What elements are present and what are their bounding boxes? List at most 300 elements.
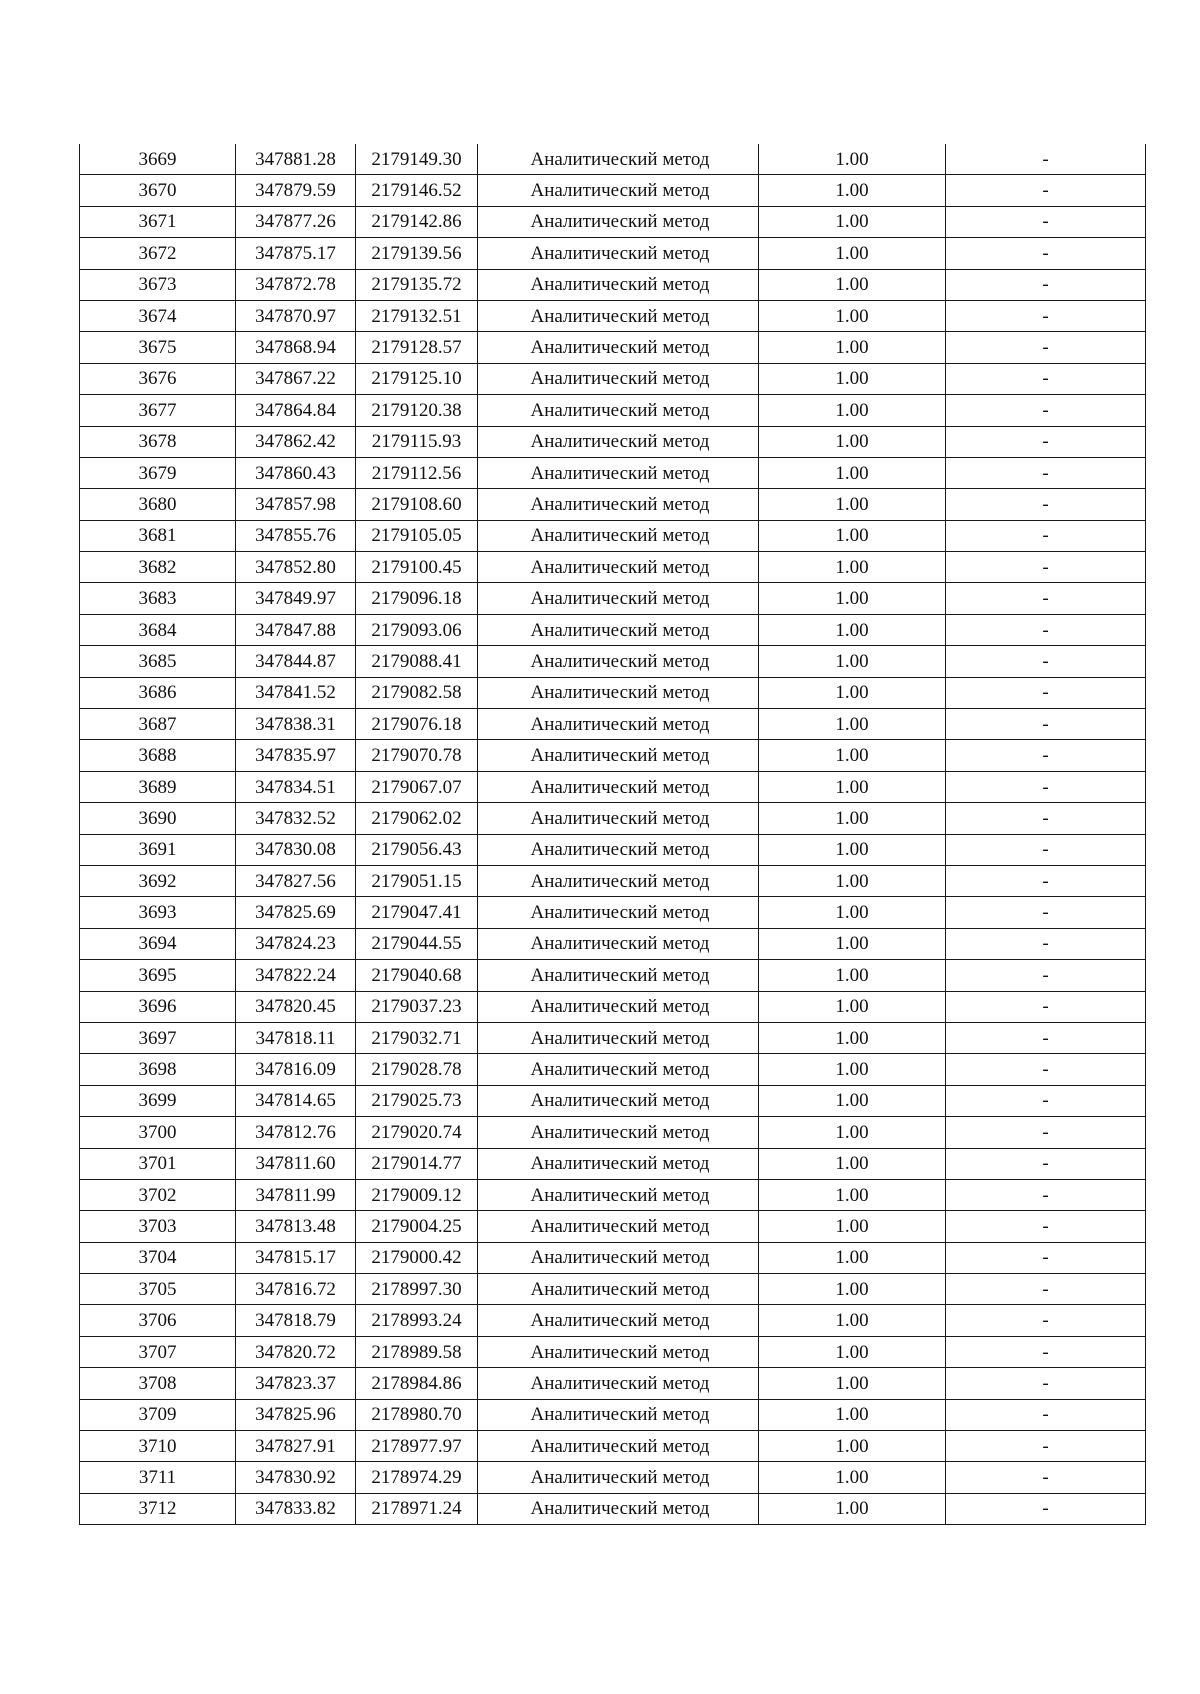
point-number-cell: 3704	[80, 1242, 236, 1273]
description-cell: -	[946, 144, 1146, 175]
method-cell: Аналитический метод	[478, 1305, 759, 1336]
accuracy-cell: 1.00	[759, 1148, 946, 1179]
method-cell: Аналитический метод	[478, 395, 759, 426]
x-coordinate-cell: 347857.98	[236, 489, 356, 520]
description-cell: -	[946, 960, 1146, 991]
description-cell: -	[946, 803, 1146, 834]
accuracy-cell: 1.00	[759, 363, 946, 394]
method-cell: Аналитический метод	[478, 1274, 759, 1305]
method-cell: Аналитический метод	[478, 1399, 759, 1430]
method-cell: Аналитический метод	[478, 332, 759, 363]
description-cell: -	[946, 614, 1146, 645]
x-coordinate-cell: 347827.91	[236, 1431, 356, 1462]
accuracy-cell: 1.00	[759, 300, 946, 331]
description-cell: -	[946, 740, 1146, 771]
y-coordinate-cell: 2178977.97	[356, 1431, 478, 1462]
y-coordinate-cell: 2179014.77	[356, 1148, 478, 1179]
y-coordinate-cell: 2179142.86	[356, 206, 478, 237]
y-coordinate-cell: 2179056.43	[356, 834, 478, 865]
method-cell: Аналитический метод	[478, 709, 759, 740]
y-coordinate-cell: 2179139.56	[356, 238, 478, 269]
description-cell: -	[946, 1368, 1146, 1399]
x-coordinate-cell: 347830.08	[236, 834, 356, 865]
y-coordinate-cell: 2178971.24	[356, 1493, 478, 1524]
x-coordinate-cell: 347832.52	[236, 803, 356, 834]
coordinates-table-body	[80, 144, 1146, 1525]
accuracy-cell: 1.00	[759, 1336, 946, 1367]
x-coordinate-cell: 347814.65	[236, 1085, 356, 1116]
x-coordinate-cell: 347815.17	[236, 1242, 356, 1273]
y-coordinate-cell: 2179125.10	[356, 363, 478, 394]
description-cell: -	[946, 1431, 1146, 1462]
method-cell: Аналитический метод	[478, 363, 759, 394]
table-row	[80, 1242, 1146, 1273]
method-cell: Аналитический метод	[478, 646, 759, 677]
table-row	[80, 1211, 1146, 1242]
x-coordinate-cell: 347816.09	[236, 1054, 356, 1085]
table-row	[80, 144, 1146, 175]
point-number-cell: 3679	[80, 457, 236, 488]
accuracy-cell: 1.00	[759, 1305, 946, 1336]
table-row	[80, 1148, 1146, 1179]
description-cell: -	[946, 583, 1146, 614]
coordinates-table	[79, 144, 1146, 1525]
description-cell: -	[946, 332, 1146, 363]
point-number-cell: 3687	[80, 709, 236, 740]
point-number-cell: 3703	[80, 1211, 236, 1242]
x-coordinate-cell: 347862.42	[236, 426, 356, 457]
method-cell: Аналитический метод	[478, 144, 759, 175]
method-cell: Аналитический метод	[478, 803, 759, 834]
x-coordinate-cell: 347816.72	[236, 1274, 356, 1305]
point-number-cell: 3697	[80, 1022, 236, 1053]
table-row	[80, 1022, 1146, 1053]
table-row	[80, 1274, 1146, 1305]
point-number-cell: 3699	[80, 1085, 236, 1116]
x-coordinate-cell: 347834.51	[236, 771, 356, 802]
point-number-cell: 3685	[80, 646, 236, 677]
y-coordinate-cell: 2178997.30	[356, 1274, 478, 1305]
table-row	[80, 457, 1146, 488]
point-number-cell: 3673	[80, 269, 236, 300]
description-cell: -	[946, 520, 1146, 551]
accuracy-cell: 1.00	[759, 238, 946, 269]
x-coordinate-cell: 347868.94	[236, 332, 356, 363]
description-cell: -	[946, 834, 1146, 865]
point-number-cell: 3669	[80, 144, 236, 175]
accuracy-cell: 1.00	[759, 646, 946, 677]
x-coordinate-cell: 347867.22	[236, 363, 356, 394]
method-cell: Аналитический метод	[478, 1148, 759, 1179]
x-coordinate-cell: 347877.26	[236, 206, 356, 237]
table-row	[80, 426, 1146, 457]
point-number-cell: 3672	[80, 238, 236, 269]
table-row	[80, 363, 1146, 394]
description-cell: -	[946, 1242, 1146, 1273]
description-cell: -	[946, 1022, 1146, 1053]
accuracy-cell: 1.00	[759, 206, 946, 237]
accuracy-cell: 1.00	[759, 1022, 946, 1053]
description-cell: -	[946, 709, 1146, 740]
point-number-cell: 3692	[80, 865, 236, 896]
point-number-cell: 3708	[80, 1368, 236, 1399]
point-number-cell: 3702	[80, 1179, 236, 1210]
x-coordinate-cell: 347852.80	[236, 552, 356, 583]
y-coordinate-cell: 2179135.72	[356, 269, 478, 300]
method-cell: Аналитический метод	[478, 740, 759, 771]
method-cell: Аналитический метод	[478, 206, 759, 237]
x-coordinate-cell: 347813.48	[236, 1211, 356, 1242]
point-number-cell: 3706	[80, 1305, 236, 1336]
x-coordinate-cell: 347811.60	[236, 1148, 356, 1179]
point-number-cell: 3710	[80, 1431, 236, 1462]
table-row	[80, 1462, 1146, 1493]
accuracy-cell: 1.00	[759, 677, 946, 708]
y-coordinate-cell: 2179149.30	[356, 144, 478, 175]
accuracy-cell: 1.00	[759, 865, 946, 896]
x-coordinate-cell: 347825.96	[236, 1399, 356, 1430]
y-coordinate-cell: 2179067.07	[356, 771, 478, 802]
x-coordinate-cell: 347812.76	[236, 1117, 356, 1148]
method-cell: Аналитический метод	[478, 991, 759, 1022]
method-cell: Аналитический метод	[478, 1493, 759, 1524]
table-row	[80, 175, 1146, 206]
method-cell: Аналитический метод	[478, 520, 759, 551]
method-cell: Аналитический метод	[478, 960, 759, 991]
y-coordinate-cell: 2179070.78	[356, 740, 478, 771]
accuracy-cell: 1.00	[759, 1117, 946, 1148]
x-coordinate-cell: 347881.28	[236, 144, 356, 175]
y-coordinate-cell: 2179132.51	[356, 300, 478, 331]
method-cell: Аналитический метод	[478, 897, 759, 928]
description-cell: -	[946, 300, 1146, 331]
x-coordinate-cell: 347847.88	[236, 614, 356, 645]
x-coordinate-cell: 347811.99	[236, 1179, 356, 1210]
method-cell: Аналитический метод	[478, 1085, 759, 1116]
accuracy-cell: 1.00	[759, 426, 946, 457]
method-cell: Аналитический метод	[478, 1368, 759, 1399]
table-row	[80, 395, 1146, 426]
y-coordinate-cell: 2179028.78	[356, 1054, 478, 1085]
method-cell: Аналитический метод	[478, 677, 759, 708]
point-number-cell: 3694	[80, 928, 236, 959]
point-number-cell: 3682	[80, 552, 236, 583]
table-row	[80, 552, 1146, 583]
description-cell: -	[946, 1305, 1146, 1336]
description-cell: -	[946, 1274, 1146, 1305]
accuracy-cell: 1.00	[759, 1462, 946, 1493]
description-cell: -	[946, 175, 1146, 206]
point-number-cell: 3711	[80, 1462, 236, 1493]
table-row	[80, 1493, 1146, 1524]
table-row	[80, 1117, 1146, 1148]
method-cell: Аналитический метод	[478, 834, 759, 865]
method-cell: Аналитический метод	[478, 552, 759, 583]
accuracy-cell: 1.00	[759, 583, 946, 614]
table-row	[80, 269, 1146, 300]
point-number-cell: 3691	[80, 834, 236, 865]
table-row	[80, 803, 1146, 834]
method-cell: Аналитический метод	[478, 928, 759, 959]
point-number-cell: 3712	[80, 1493, 236, 1524]
y-coordinate-cell: 2179000.42	[356, 1242, 478, 1273]
table-row	[80, 1336, 1146, 1367]
table-row	[80, 300, 1146, 331]
accuracy-cell: 1.00	[759, 771, 946, 802]
accuracy-cell: 1.00	[759, 834, 946, 865]
table-row	[80, 646, 1146, 677]
accuracy-cell: 1.00	[759, 552, 946, 583]
method-cell: Аналитический метод	[478, 865, 759, 896]
y-coordinate-cell: 2178989.58	[356, 1336, 478, 1367]
table-row	[80, 1368, 1146, 1399]
x-coordinate-cell: 347830.92	[236, 1462, 356, 1493]
table-row	[80, 489, 1146, 520]
x-coordinate-cell: 347818.11	[236, 1022, 356, 1053]
point-number-cell: 3690	[80, 803, 236, 834]
y-coordinate-cell: 2179004.25	[356, 1211, 478, 1242]
description-cell: -	[946, 1085, 1146, 1116]
table-row	[80, 332, 1146, 363]
point-number-cell: 3705	[80, 1274, 236, 1305]
accuracy-cell: 1.00	[759, 1431, 946, 1462]
x-coordinate-cell: 347844.87	[236, 646, 356, 677]
accuracy-cell: 1.00	[759, 269, 946, 300]
accuracy-cell: 1.00	[759, 520, 946, 551]
table-row	[80, 771, 1146, 802]
y-coordinate-cell: 2179040.68	[356, 960, 478, 991]
point-number-cell: 3707	[80, 1336, 236, 1367]
accuracy-cell: 1.00	[759, 1399, 946, 1430]
description-cell: -	[946, 238, 1146, 269]
method-cell: Аналитический метод	[478, 614, 759, 645]
table-row	[80, 1179, 1146, 1210]
method-cell: Аналитический метод	[478, 1242, 759, 1273]
description-cell: -	[946, 1148, 1146, 1179]
method-cell: Аналитический метод	[478, 1462, 759, 1493]
accuracy-cell: 1.00	[759, 332, 946, 363]
method-cell: Аналитический метод	[478, 489, 759, 520]
description-cell: -	[946, 206, 1146, 237]
x-coordinate-cell: 347825.69	[236, 897, 356, 928]
method-cell: Аналитический метод	[478, 771, 759, 802]
method-cell: Аналитический метод	[478, 1211, 759, 1242]
method-cell: Аналитический метод	[478, 1336, 759, 1367]
table-row	[80, 991, 1146, 1022]
y-coordinate-cell: 2179062.02	[356, 803, 478, 834]
table-row	[80, 928, 1146, 959]
accuracy-cell: 1.00	[759, 709, 946, 740]
x-coordinate-cell: 347838.31	[236, 709, 356, 740]
y-coordinate-cell: 2179076.18	[356, 709, 478, 740]
point-number-cell: 3689	[80, 771, 236, 802]
method-cell: Аналитический метод	[478, 1054, 759, 1085]
y-coordinate-cell: 2179020.74	[356, 1117, 478, 1148]
y-coordinate-cell: 2179120.38	[356, 395, 478, 426]
x-coordinate-cell: 347855.76	[236, 520, 356, 551]
table-row	[80, 614, 1146, 645]
method-cell: Аналитический метод	[478, 1117, 759, 1148]
accuracy-cell: 1.00	[759, 489, 946, 520]
description-cell: -	[946, 426, 1146, 457]
point-number-cell: 3678	[80, 426, 236, 457]
table-row	[80, 1085, 1146, 1116]
point-number-cell: 3700	[80, 1117, 236, 1148]
x-coordinate-cell: 347827.56	[236, 865, 356, 896]
accuracy-cell: 1.00	[759, 928, 946, 959]
accuracy-cell: 1.00	[759, 1179, 946, 1210]
table-row	[80, 1054, 1146, 1085]
method-cell: Аналитический метод	[478, 175, 759, 206]
y-coordinate-cell: 2178984.86	[356, 1368, 478, 1399]
y-coordinate-cell: 2179146.52	[356, 175, 478, 206]
point-number-cell: 3676	[80, 363, 236, 394]
point-number-cell: 3677	[80, 395, 236, 426]
table-row	[80, 1399, 1146, 1430]
y-coordinate-cell: 2179025.73	[356, 1085, 478, 1116]
x-coordinate-cell: 347818.79	[236, 1305, 356, 1336]
point-number-cell: 3684	[80, 614, 236, 645]
accuracy-cell: 1.00	[759, 144, 946, 175]
point-number-cell: 3670	[80, 175, 236, 206]
y-coordinate-cell: 2179082.58	[356, 677, 478, 708]
method-cell: Аналитический метод	[478, 457, 759, 488]
method-cell: Аналитический метод	[478, 426, 759, 457]
description-cell: -	[946, 865, 1146, 896]
y-coordinate-cell: 2179037.23	[356, 991, 478, 1022]
table-row	[80, 834, 1146, 865]
description-cell: -	[946, 457, 1146, 488]
method-cell: Аналитический метод	[478, 1022, 759, 1053]
y-coordinate-cell: 2179108.60	[356, 489, 478, 520]
y-coordinate-cell: 2179088.41	[356, 646, 478, 677]
description-cell: -	[946, 552, 1146, 583]
description-cell: -	[946, 1054, 1146, 1085]
x-coordinate-cell: 347841.52	[236, 677, 356, 708]
point-number-cell: 3674	[80, 300, 236, 331]
point-number-cell: 3709	[80, 1399, 236, 1430]
x-coordinate-cell: 347870.97	[236, 300, 356, 331]
description-cell: -	[946, 363, 1146, 394]
y-coordinate-cell: 2179051.15	[356, 865, 478, 896]
table-row	[80, 897, 1146, 928]
y-coordinate-cell: 2179128.57	[356, 332, 478, 363]
accuracy-cell: 1.00	[759, 1085, 946, 1116]
x-coordinate-cell: 347849.97	[236, 583, 356, 614]
accuracy-cell: 1.00	[759, 960, 946, 991]
y-coordinate-cell: 2179115.93	[356, 426, 478, 457]
x-coordinate-cell: 347864.84	[236, 395, 356, 426]
point-number-cell: 3698	[80, 1054, 236, 1085]
description-cell: -	[946, 269, 1146, 300]
point-number-cell: 3675	[80, 332, 236, 363]
x-coordinate-cell: 347820.45	[236, 991, 356, 1022]
description-cell: -	[946, 1211, 1146, 1242]
accuracy-cell: 1.00	[759, 991, 946, 1022]
x-coordinate-cell: 347860.43	[236, 457, 356, 488]
table-row	[80, 1305, 1146, 1336]
method-cell: Аналитический метод	[478, 1179, 759, 1210]
y-coordinate-cell: 2179105.05	[356, 520, 478, 551]
y-coordinate-cell: 2179093.06	[356, 614, 478, 645]
point-number-cell: 3701	[80, 1148, 236, 1179]
method-cell: Аналитический метод	[478, 1431, 759, 1462]
accuracy-cell: 1.00	[759, 395, 946, 426]
table-row	[80, 740, 1146, 771]
table-row	[80, 865, 1146, 896]
method-cell: Аналитический метод	[478, 583, 759, 614]
table-row	[80, 709, 1146, 740]
description-cell: -	[946, 1179, 1146, 1210]
point-number-cell: 3671	[80, 206, 236, 237]
accuracy-cell: 1.00	[759, 1493, 946, 1524]
table-row	[80, 206, 1146, 237]
point-number-cell: 3680	[80, 489, 236, 520]
table-row	[80, 960, 1146, 991]
y-coordinate-cell: 2179032.71	[356, 1022, 478, 1053]
point-number-cell: 3696	[80, 991, 236, 1022]
description-cell: -	[946, 646, 1146, 677]
description-cell: -	[946, 1336, 1146, 1367]
table-row	[80, 238, 1146, 269]
table-row	[80, 583, 1146, 614]
y-coordinate-cell: 2179047.41	[356, 897, 478, 928]
x-coordinate-cell: 347824.23	[236, 928, 356, 959]
x-coordinate-cell: 347875.17	[236, 238, 356, 269]
y-coordinate-cell: 2178980.70	[356, 1399, 478, 1430]
accuracy-cell: 1.00	[759, 803, 946, 834]
accuracy-cell: 1.00	[759, 1368, 946, 1399]
accuracy-cell: 1.00	[759, 1242, 946, 1273]
y-coordinate-cell: 2179044.55	[356, 928, 478, 959]
x-coordinate-cell: 347833.82	[236, 1493, 356, 1524]
method-cell: Аналитический метод	[478, 300, 759, 331]
y-coordinate-cell: 2179009.12	[356, 1179, 478, 1210]
x-coordinate-cell: 347879.59	[236, 175, 356, 206]
accuracy-cell: 1.00	[759, 457, 946, 488]
y-coordinate-cell: 2179096.18	[356, 583, 478, 614]
description-cell: -	[946, 771, 1146, 802]
description-cell: -	[946, 1399, 1146, 1430]
point-number-cell: 3695	[80, 960, 236, 991]
description-cell: -	[946, 489, 1146, 520]
description-cell: -	[946, 897, 1146, 928]
accuracy-cell: 1.00	[759, 175, 946, 206]
x-coordinate-cell: 347835.97	[236, 740, 356, 771]
description-cell: -	[946, 1462, 1146, 1493]
method-cell: Аналитический метод	[478, 269, 759, 300]
y-coordinate-cell: 2178993.24	[356, 1305, 478, 1336]
accuracy-cell: 1.00	[759, 1054, 946, 1085]
method-cell: Аналитический метод	[478, 238, 759, 269]
description-cell: -	[946, 677, 1146, 708]
description-cell: -	[946, 395, 1146, 426]
accuracy-cell: 1.00	[759, 1211, 946, 1242]
x-coordinate-cell: 347823.37	[236, 1368, 356, 1399]
y-coordinate-cell: 2178974.29	[356, 1462, 478, 1493]
accuracy-cell: 1.00	[759, 614, 946, 645]
accuracy-cell: 1.00	[759, 740, 946, 771]
x-coordinate-cell: 347822.24	[236, 960, 356, 991]
y-coordinate-cell: 2179112.56	[356, 457, 478, 488]
point-number-cell: 3681	[80, 520, 236, 551]
y-coordinate-cell: 2179100.45	[356, 552, 478, 583]
x-coordinate-cell: 347872.78	[236, 269, 356, 300]
point-number-cell: 3683	[80, 583, 236, 614]
description-cell: -	[946, 1117, 1146, 1148]
point-number-cell: 3693	[80, 897, 236, 928]
table-row	[80, 677, 1146, 708]
